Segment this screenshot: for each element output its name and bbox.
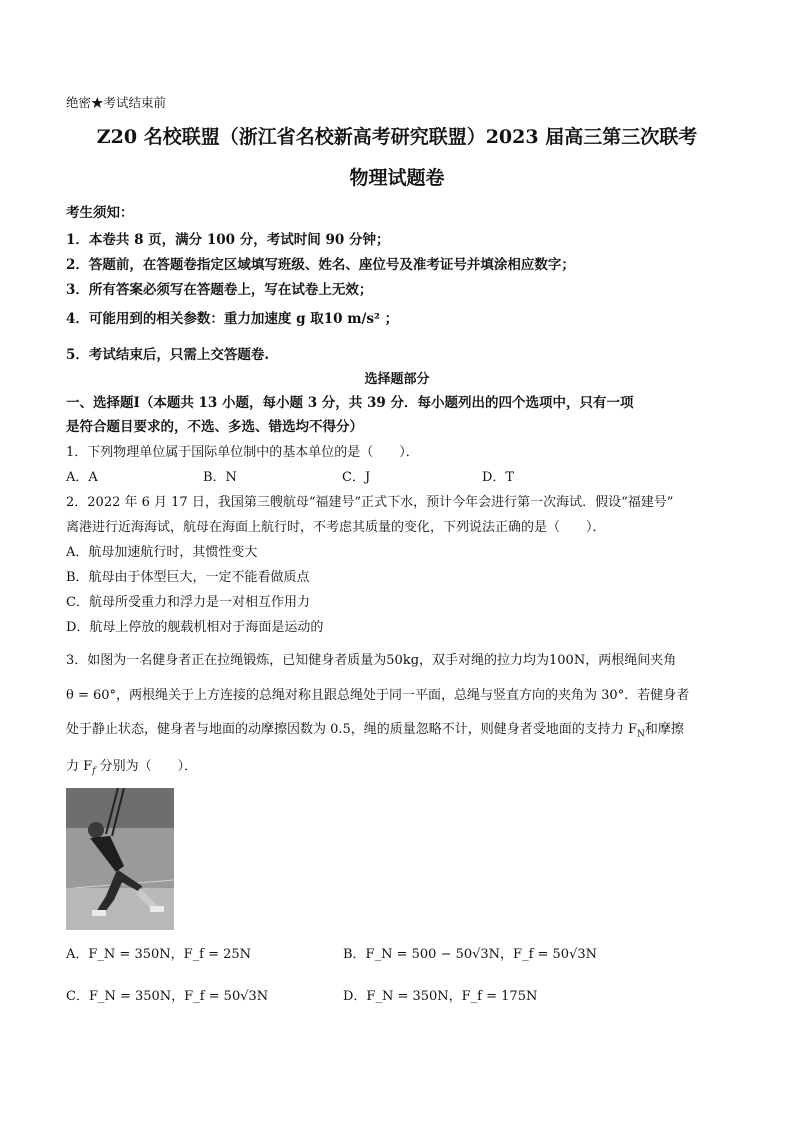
part-instructions-line2: 是符合题目要求的，不选、多选、错选均不得分）	[66, 419, 363, 435]
q2-stem-line1: 2．2022 年 6 月 17 日，我国第三艘航母“福建号”正式下水，预计今年会进行第一次海试．假设“福建号”	[66, 495, 674, 510]
q3-stem-line3	[66, 718, 684, 740]
notice-item-5: 5．考试结束后，只需上交答题卷.	[66, 347, 270, 363]
q3-stem-line4	[66, 755, 197, 777]
q3-line3-tail: 和摩擦	[644, 722, 684, 737]
q3-line3-text: 处于静止状态，健身者与地面的动摩擦因数为 0.5，绳的质量忽略不计，则健身者受地面的支持力 F	[66, 722, 637, 737]
exam-title: Z20 名校联盟（浙江省名校新高考研究联盟）2023 届高三第三次联考	[96, 126, 698, 148]
exam-subtitle: 物理试题卷	[349, 167, 445, 189]
q2-option-c: C．航母所受重力和浮力是一对相互作用力	[66, 595, 310, 610]
fitness-photo-illustration	[66, 788, 174, 930]
notice-heading: 考生须知：	[66, 205, 134, 221]
q2-option-a: A．航母加速航行时，其惯性变大	[66, 545, 258, 560]
q3-option-c: C．F_N = 350N，F_f = 50√3N	[66, 989, 269, 1004]
q3-stem-line2: θ = 60°，两根绳关于上方连接的总绳对称且跟总绳处于同一平面，总绳与竖直方向的夹角为 30°．若健身者	[66, 688, 690, 703]
q3-stem-line1: 3．如图为一名健身者正在拉绳锻炼，已知健身者质量为50kg，双手对绳的拉力均为100N，两根绳间夹角	[66, 653, 677, 668]
q1-option-d: D．T	[482, 470, 515, 485]
q1-stem: 1．下列物理单位属于国际单位制中的基本单位的是（ ）．	[66, 445, 419, 460]
notice-item-4: 4．可能用到的相关参数：重力加速度 g 取10 m/s² ；	[66, 311, 399, 327]
q3-line4-tail: 分别为（ ）．	[95, 759, 198, 774]
q2-stem-line2: 离港进行近海海试，航母在海面上航行时，不考虑其质量的变化，下列说法正确的是（ ）．	[66, 520, 606, 535]
notice-item-1: 1．本卷共 8 页，满分 100 分，考试时间 90 分钟；	[66, 232, 390, 248]
fitness-photo	[66, 788, 174, 930]
q3-option-b: B．F_N = 500 − 50√3N，F_f = 50√3N	[343, 947, 598, 962]
q3-option-a: A．F_N = 350N，F_f = 25N	[66, 947, 252, 962]
q3-line3-subscript: N	[636, 729, 645, 740]
section-heading: 选择题部分	[364, 372, 430, 387]
q3-line4-subscript: f	[92, 766, 96, 777]
secret-label: 绝密★考试结束前	[66, 95, 167, 110]
q3-line4-text: 力 F	[66, 759, 93, 774]
q1-option-a: A．A	[66, 470, 98, 485]
q1-option-b: B．N	[203, 470, 237, 485]
notice-item-2: 2．答题前，在答题卷指定区域填写班级、姓名、座位号及准考证号并填涂相应数字；	[66, 257, 575, 273]
notice-item-3: 3．所有答案必须写在答题卷上，写在试卷上无效；	[66, 282, 373, 298]
q1-option-c: C．J	[342, 470, 371, 485]
q2-option-b: B．航母由于体型巨大，一定不能看做质点	[66, 570, 310, 585]
q3-option-d: D．F_N = 350N，F_f = 175N	[343, 989, 538, 1004]
part-instructions-line1: 一、选择题Ⅰ（本题共 13 小题，每小题 3 分，共 39 分．每小题列出的四个选项中，只有一项	[66, 395, 634, 411]
q2-option-d: D．航母上停放的舰载机相对于海面是运动的	[66, 620, 324, 635]
